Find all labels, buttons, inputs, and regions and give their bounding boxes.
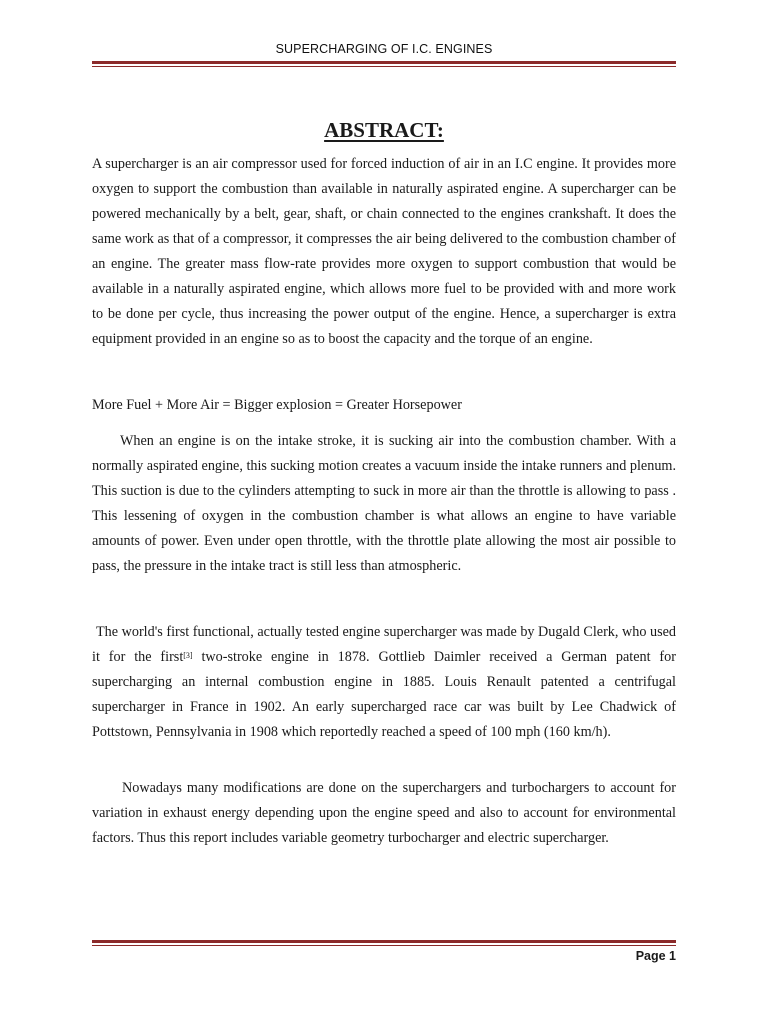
abstract-paragraph-2: When an engine is on the intake stroke, it is sucking air into the combustion chamber. With a normally aspirated engine, this sucking motion creates a vacuum inside the intake runners and plenum. This suction is due to the cylinders attempting to suck in more air than the throttle is allowing to pass . This lessening of oxygen in the combustion chamber is what allows an engine to have variable amounts of power. Even under open throttle, with the throttle plate allowing the most air possible to pass, the pressure in the intake tract is still less than atmospheric. bbox=[92, 433, 676, 574]
citation-ref[interactable]: [3] bbox=[183, 651, 193, 660]
abstract-paragraph-1: A supercharger is an air compressor used for forced induction of air in an I.C engine. It provides more oxygen to support the combustion than available in naturally aspirated engine. A supercharger can be powered mechanically by a belt, gear, shaft, or chain connected to the engines crankshaft. It does the same work as that of a compressor, it compresses the air being delivered to the combustion chamber of an engine. The greater mass flow-rate provides more oxygen to support combustion that would be available in a naturally aspirated engine, which allows more fuel to be provided with and more work to be done per cycle, thus increasing the power output of the engine. Hence, a supercharger is extra equipment provided in an engine so as to boost the capacity and the torque of an engine. bbox=[92, 156, 676, 347]
history-text-start: The world's first functional, actually tested engine supercharger was made by Dugald Clerk, who used it for the first bbox=[92, 624, 676, 665]
history-text-end: two-stroke engine in 1878. Gottlieb Daimler received a German patent for supercharging an internal combustion engine in 1885. Louis Renault patented a centrifugal supercharger in France in 1902. An early supercharged race car was built by Lee Chadwick of Pottstown, Pennsylvania in 1908 which reportedly reached a speed of 100 mph (160 km/h). bbox=[92, 649, 676, 740]
header-rule bbox=[92, 61, 676, 67]
section-title: ABSTRACT: bbox=[324, 118, 444, 142]
footer-rule bbox=[92, 940, 676, 946]
abstract-paragraph-4: Nowadays many modifications are done on the superchargers and turbochargers to account for variation in exhaust energy depending upon the engine speed and also to account for environmental factors. Thus this report includes variable geometry turbocharger and electric supercharger. bbox=[92, 780, 676, 846]
equation-line: More Fuel + More Air = Bigger explosion = Greater Horsepower bbox=[92, 397, 462, 413]
abstract-paragraph-3 bbox=[92, 620, 676, 745]
running-header: SUPERCHARGING OF I.C. ENGINES bbox=[275, 42, 493, 56]
page-number: Page 1 bbox=[635, 949, 676, 963]
